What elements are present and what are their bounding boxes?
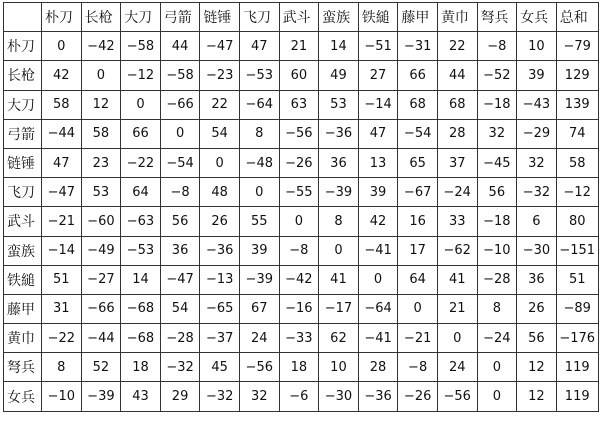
column-header-total: 总和	[556, 3, 598, 32]
table-row	[4, 61, 599, 90]
value-cell: 42	[42, 61, 82, 90]
value-cell: 0	[121, 90, 161, 119]
value-cell: 47	[239, 32, 279, 61]
value-cell: 16	[398, 207, 438, 236]
value-cell: 47	[42, 148, 82, 177]
value-cell: −21	[398, 324, 438, 353]
value-cell: 43	[121, 382, 161, 411]
column-header: 女兵	[517, 3, 557, 32]
value-cell: −28	[477, 265, 517, 294]
total-cell: 74	[556, 119, 598, 148]
value-cell: −36	[319, 119, 359, 148]
value-cell: 0	[477, 382, 517, 411]
value-cell: −16	[279, 294, 319, 323]
value-cell: 53	[319, 90, 359, 119]
value-cell: 36	[319, 148, 359, 177]
value-cell: 51	[42, 265, 82, 294]
value-cell: −68	[121, 324, 161, 353]
value-cell: 10	[517, 32, 557, 61]
value-cell: 44	[437, 61, 477, 90]
value-cell: −32	[517, 178, 557, 207]
value-cell: 0	[160, 119, 200, 148]
row-header: 女兵	[4, 382, 42, 411]
table-row	[4, 90, 599, 119]
value-cell: 54	[160, 294, 200, 323]
value-cell: −68	[121, 294, 161, 323]
value-cell: 0	[319, 236, 359, 265]
total-cell: −176	[556, 324, 598, 353]
column-header: 朴刀	[42, 3, 82, 32]
value-cell: 23	[81, 148, 121, 177]
value-cell: −64	[358, 294, 398, 323]
value-cell: −22	[121, 148, 161, 177]
value-cell: 12	[517, 382, 557, 411]
value-cell: 65	[398, 148, 438, 177]
value-cell: 41	[437, 265, 477, 294]
value-cell: −54	[398, 119, 438, 148]
value-cell: 42	[358, 207, 398, 236]
value-cell: −49	[81, 236, 121, 265]
value-cell: 32	[477, 119, 517, 148]
column-header: 武斗	[279, 3, 319, 32]
value-cell: 60	[279, 61, 319, 90]
row-header: 大刀	[4, 90, 42, 119]
value-cell: −56	[279, 119, 319, 148]
value-cell: 39	[239, 236, 279, 265]
value-cell: 68	[437, 90, 477, 119]
value-cell: −10	[477, 236, 517, 265]
value-cell: −17	[319, 294, 359, 323]
value-cell: 49	[319, 61, 359, 90]
table-row	[4, 294, 599, 323]
value-cell: 62	[319, 324, 359, 353]
value-cell: −30	[517, 236, 557, 265]
value-cell: −37	[200, 324, 240, 353]
total-cell: 119	[556, 382, 598, 411]
value-cell: 0	[239, 178, 279, 207]
value-cell: 22	[200, 90, 240, 119]
value-cell: −27	[81, 265, 121, 294]
value-cell: −26	[279, 148, 319, 177]
value-cell: −64	[239, 90, 279, 119]
value-cell: 0	[279, 207, 319, 236]
row-header: 蛮族	[4, 236, 42, 265]
table-row	[4, 382, 599, 411]
total-cell: 139	[556, 90, 598, 119]
value-cell: 8	[319, 207, 359, 236]
value-cell: 0	[437, 324, 477, 353]
value-cell: −48	[239, 148, 279, 177]
value-cell: 14	[121, 265, 161, 294]
value-cell: 18	[279, 353, 319, 382]
value-cell: −62	[437, 236, 477, 265]
value-cell: −63	[121, 207, 161, 236]
column-header: 蛮族	[319, 3, 359, 32]
total-cell: −79	[556, 32, 598, 61]
value-cell: −39	[319, 178, 359, 207]
value-cell: −32	[200, 382, 240, 411]
value-cell: −10	[42, 382, 82, 411]
column-header: 弩兵	[477, 3, 517, 32]
value-cell: −56	[437, 382, 477, 411]
row-header: 弓箭	[4, 119, 42, 148]
column-header: 飞刀	[239, 3, 279, 32]
value-cell: 8	[477, 294, 517, 323]
value-cell: −21	[42, 207, 82, 236]
value-cell: 0	[477, 353, 517, 382]
row-header: 黄巾	[4, 324, 42, 353]
table-row	[4, 236, 599, 265]
value-cell: 8	[239, 119, 279, 148]
row-header: 藤甲	[4, 294, 42, 323]
value-cell: 0	[81, 61, 121, 90]
value-cell: −44	[81, 324, 121, 353]
value-cell: 67	[239, 294, 279, 323]
value-cell: 12	[517, 353, 557, 382]
table-row	[4, 207, 599, 236]
column-header: 长枪	[81, 3, 121, 32]
total-cell: −12	[556, 178, 598, 207]
value-cell: 39	[358, 178, 398, 207]
value-cell: −45	[477, 148, 517, 177]
value-cell: 56	[517, 324, 557, 353]
value-cell: 66	[398, 61, 438, 90]
column-header: 大刀	[121, 3, 161, 32]
value-cell: −65	[200, 294, 240, 323]
value-cell: 24	[239, 324, 279, 353]
value-cell: −6	[279, 382, 319, 411]
value-cell: 32	[239, 382, 279, 411]
value-cell: 36	[517, 265, 557, 294]
column-header: 铁縋	[358, 3, 398, 32]
value-cell: 58	[81, 119, 121, 148]
table-row	[4, 324, 599, 353]
column-header: 黄巾	[437, 3, 477, 32]
value-cell: −56	[239, 353, 279, 382]
value-cell: 14	[319, 32, 359, 61]
value-cell: 56	[160, 207, 200, 236]
row-header: 朴刀	[4, 32, 42, 61]
value-cell: 68	[398, 90, 438, 119]
value-cell: −32	[160, 353, 200, 382]
value-cell: −44	[42, 119, 82, 148]
value-cell: −60	[81, 207, 121, 236]
value-cell: −29	[517, 119, 557, 148]
row-header: 长枪	[4, 61, 42, 90]
value-cell: 47	[358, 119, 398, 148]
value-cell: −67	[398, 178, 438, 207]
value-cell: 21	[437, 294, 477, 323]
row-header: 飞刀	[4, 178, 42, 207]
value-cell: 29	[160, 382, 200, 411]
value-cell: 0	[42, 32, 82, 61]
value-cell: 33	[437, 207, 477, 236]
value-cell: 0	[398, 294, 438, 323]
value-cell: −33	[279, 324, 319, 353]
matchup-table	[3, 2, 599, 412]
value-cell: 64	[121, 178, 161, 207]
total-cell: 80	[556, 207, 598, 236]
value-cell: 17	[398, 236, 438, 265]
value-cell: 13	[358, 148, 398, 177]
value-cell: −53	[121, 236, 161, 265]
total-cell: 119	[556, 353, 598, 382]
value-cell: −30	[319, 382, 359, 411]
value-cell: 63	[279, 90, 319, 119]
table-row	[4, 178, 599, 207]
value-cell: 8	[42, 353, 82, 382]
table-row	[4, 148, 599, 177]
row-header: 链锤	[4, 148, 42, 177]
value-cell: −54	[160, 148, 200, 177]
row-header: 武斗	[4, 207, 42, 236]
value-cell: −31	[398, 32, 438, 61]
value-cell: −58	[121, 32, 161, 61]
table-row	[4, 119, 599, 148]
value-cell: 36	[160, 236, 200, 265]
header-row	[4, 3, 599, 32]
value-cell: 54	[200, 119, 240, 148]
column-header: 弓箭	[160, 3, 200, 32]
value-cell: −39	[239, 265, 279, 294]
value-cell: −42	[279, 265, 319, 294]
value-cell: −24	[437, 178, 477, 207]
value-cell: 28	[358, 353, 398, 382]
value-cell: −42	[81, 32, 121, 61]
value-cell: −8	[477, 32, 517, 61]
value-cell: −28	[160, 324, 200, 353]
value-cell: 45	[200, 353, 240, 382]
value-cell: 26	[517, 294, 557, 323]
column-header: 链锤	[200, 3, 240, 32]
total-cell: −151	[556, 236, 598, 265]
total-cell: 129	[556, 61, 598, 90]
table-row	[4, 265, 599, 294]
value-cell: −55	[279, 178, 319, 207]
value-cell: −8	[398, 353, 438, 382]
value-cell: 32	[517, 148, 557, 177]
value-cell: −18	[477, 207, 517, 236]
value-cell: −14	[358, 90, 398, 119]
value-cell: 0	[200, 148, 240, 177]
value-cell: −47	[42, 178, 82, 207]
value-cell: −41	[358, 324, 398, 353]
value-cell: 44	[160, 32, 200, 61]
value-cell: −66	[160, 90, 200, 119]
value-cell: 53	[81, 178, 121, 207]
total-cell: −89	[556, 294, 598, 323]
table-body	[4, 32, 599, 411]
column-header: 藤甲	[398, 3, 438, 32]
total-cell: 51	[556, 265, 598, 294]
value-cell: −51	[358, 32, 398, 61]
value-cell: 52	[81, 353, 121, 382]
value-cell: 21	[279, 32, 319, 61]
value-cell: 0	[358, 265, 398, 294]
value-cell: −58	[160, 61, 200, 90]
value-cell: −47	[160, 265, 200, 294]
value-cell: −52	[477, 61, 517, 90]
value-cell: 12	[81, 90, 121, 119]
value-cell: 22	[437, 32, 477, 61]
value-cell: 48	[200, 178, 240, 207]
value-cell: −26	[398, 382, 438, 411]
total-cell: 58	[556, 148, 598, 177]
value-cell: −41	[358, 236, 398, 265]
row-header: 弩兵	[4, 353, 42, 382]
value-cell: −22	[42, 324, 82, 353]
value-cell: 10	[319, 353, 359, 382]
value-cell: −47	[200, 32, 240, 61]
value-cell: 28	[437, 119, 477, 148]
value-cell: 31	[42, 294, 82, 323]
value-cell: −23	[200, 61, 240, 90]
value-cell: 56	[477, 178, 517, 207]
value-cell: 55	[239, 207, 279, 236]
value-cell: −43	[517, 90, 557, 119]
value-cell: 37	[437, 148, 477, 177]
table-row	[4, 32, 599, 61]
value-cell: −8	[279, 236, 319, 265]
value-cell: −13	[200, 265, 240, 294]
value-cell: 26	[200, 207, 240, 236]
value-cell: −12	[121, 61, 161, 90]
value-cell: −36	[358, 382, 398, 411]
row-header: 铁縋	[4, 265, 42, 294]
value-cell: 64	[398, 265, 438, 294]
corner-cell	[4, 3, 42, 32]
value-cell: 6	[517, 207, 557, 236]
value-cell: −18	[477, 90, 517, 119]
value-cell: 39	[517, 61, 557, 90]
value-cell: −66	[81, 294, 121, 323]
value-cell: −53	[239, 61, 279, 90]
value-cell: 58	[42, 90, 82, 119]
value-cell: 24	[437, 353, 477, 382]
value-cell: −39	[81, 382, 121, 411]
value-cell: 18	[121, 353, 161, 382]
value-cell: 66	[121, 119, 161, 148]
table-row	[4, 353, 599, 382]
value-cell: −24	[477, 324, 517, 353]
value-cell: −14	[42, 236, 82, 265]
value-cell: 41	[319, 265, 359, 294]
value-cell: −8	[160, 178, 200, 207]
value-cell: 27	[358, 61, 398, 90]
value-cell: −36	[200, 236, 240, 265]
